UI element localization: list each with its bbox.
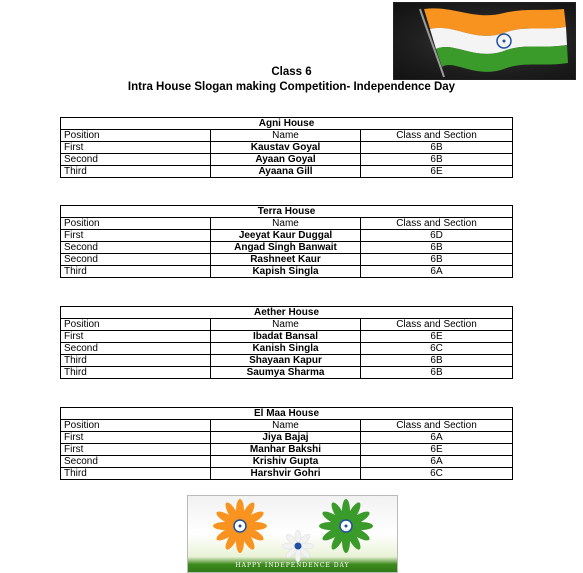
table-row (61, 367, 513, 379)
table-row (61, 266, 513, 278)
table-header-row (61, 130, 513, 142)
position-cell: First (61, 331, 211, 343)
class-section-cell: 6B (361, 142, 513, 154)
student-name-cell: Ibadat Bansal (211, 331, 361, 343)
house-title: Agni House (61, 118, 513, 130)
student-name-cell: Shayaan Kapur (211, 355, 361, 367)
position-cell: First (61, 444, 211, 456)
position-cell: Third (61, 355, 211, 367)
table-row (61, 444, 513, 456)
class-section-cell: 6B (361, 367, 513, 379)
table-title-row (61, 118, 513, 130)
table-row (61, 468, 513, 480)
table-row (61, 166, 513, 178)
terra-house-table (60, 205, 513, 278)
student-name-cell: Harshvir Gohri (211, 468, 361, 480)
student-name-cell: Krishiv Gupta (211, 456, 361, 468)
class-section-cell: 6B (361, 355, 513, 367)
house-title: Terra House (61, 206, 513, 218)
table-header-row (61, 420, 513, 432)
student-name-cell: Saumya Sharma (211, 367, 361, 379)
class-section-cell: 6B (361, 242, 513, 254)
position-cell: First (61, 432, 211, 444)
position-cell: Second (61, 343, 211, 355)
column-header-class-section: Class and Section (361, 130, 513, 142)
class-section-cell: 6D (361, 230, 513, 242)
column-header-name: Name (211, 130, 361, 142)
class-section-cell: 6E (361, 166, 513, 178)
class-section-cell: 6A (361, 456, 513, 468)
table-title-row (61, 408, 513, 420)
flower-banner-graphic (188, 496, 397, 572)
column-header-position: Position (61, 218, 211, 230)
student-name-cell: Kanish Singla (211, 343, 361, 355)
class-section-cell: 6A (361, 266, 513, 278)
position-cell: Third (61, 367, 211, 379)
class-section-cell: 6C (361, 468, 513, 480)
student-name-cell: Manhar Bakshi (211, 444, 361, 456)
column-header-name: Name (211, 218, 361, 230)
table-row (61, 230, 513, 242)
position-cell: Third (61, 166, 211, 178)
table-row (61, 331, 513, 343)
column-header-position: Position (61, 420, 211, 432)
position-cell: Third (61, 468, 211, 480)
position-cell: First (61, 230, 211, 242)
table-row (61, 432, 513, 444)
table-row (61, 142, 513, 154)
student-name-cell: Kaustav Goyal (211, 142, 361, 154)
student-name-cell: Jiya Bajaj (211, 432, 361, 444)
position-cell: Second (61, 154, 211, 166)
table-title-row (61, 307, 513, 319)
position-cell: Second (61, 456, 211, 468)
column-header-name: Name (211, 420, 361, 432)
column-header-name: Name (211, 319, 361, 331)
class-section-cell: 6E (361, 444, 513, 456)
student-name-cell: Rashneet Kaur (211, 254, 361, 266)
table-header-row (61, 319, 513, 331)
table-row (61, 254, 513, 266)
table-row (61, 343, 513, 355)
table-row (61, 242, 513, 254)
house-title: Aether House (61, 307, 513, 319)
competition-title: Intra House Slogan making Competition- Independence Day (127, 81, 456, 93)
table-row (61, 456, 513, 468)
column-header-class-section: Class and Section (361, 319, 513, 331)
column-header-position: Position (61, 319, 211, 331)
table-header-row (61, 218, 513, 230)
student-name-cell: Ayaana Gill (211, 166, 361, 178)
position-cell: Second (61, 254, 211, 266)
student-name-cell: Jeeyat Kaur Duggal (211, 230, 361, 242)
table-row (61, 154, 513, 166)
class-heading: Class 6 (271, 66, 312, 78)
class-section-cell: 6A (361, 432, 513, 444)
position-cell: First (61, 142, 211, 154)
table-row (61, 355, 513, 367)
house-title: El Maa House (61, 408, 513, 420)
independence-day-banner (187, 495, 398, 573)
agni-house-table (60, 117, 513, 178)
el-maa-house-table (60, 407, 513, 480)
banner-text: HAPPY INDEPENDENCE DAY (235, 562, 350, 569)
student-name-cell: Angad Singh Banwait (211, 242, 361, 254)
position-cell: Second (61, 242, 211, 254)
column-header-class-section: Class and Section (361, 420, 513, 432)
column-header-class-section: Class and Section (361, 218, 513, 230)
student-name-cell: Ayaan Goyal (211, 154, 361, 166)
table-title-row (61, 206, 513, 218)
aether-house-table (60, 306, 513, 379)
class-section-cell: 6C (361, 343, 513, 355)
student-name-cell: Kapish Singla (211, 266, 361, 278)
class-section-cell: 6B (361, 254, 513, 266)
column-header-position: Position (61, 130, 211, 142)
class-section-cell: 6B (361, 154, 513, 166)
position-cell: Third (61, 266, 211, 278)
class-section-cell: 6E (361, 331, 513, 343)
